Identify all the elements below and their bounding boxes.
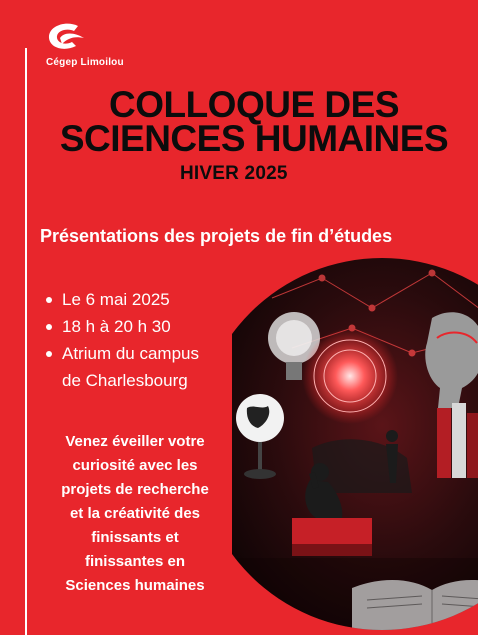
books-icon (437, 403, 478, 478)
brand-name: Cégep Limoilou (46, 57, 124, 68)
cegep-logo-icon (44, 22, 86, 56)
vertical-divider (25, 48, 27, 635)
page-title (30, 84, 478, 159)
detail-time: 18 h à 20 h 30 (44, 313, 199, 340)
event-details-list (44, 286, 199, 394)
science-illustration (232, 258, 478, 630)
title-line-1: COLLOQUE DES (108, 84, 400, 125)
subtitle: Présentations des projets de fin d’études (40, 226, 393, 246)
detail-date: Le 6 mai 2025 (44, 286, 199, 313)
brand-logo (44, 22, 130, 70)
title-line-2: SCIENCES HUMAINES (59, 118, 449, 159)
season-label: HIVER 2025 (180, 163, 288, 184)
invitation-text: Venez éveiller votre curiosité avec les projets de recherche et la créativité des finissants et finissantes en Sciences humaines (61, 433, 209, 594)
detail-location: Atrium du campus de Charlesbourg (44, 340, 199, 394)
